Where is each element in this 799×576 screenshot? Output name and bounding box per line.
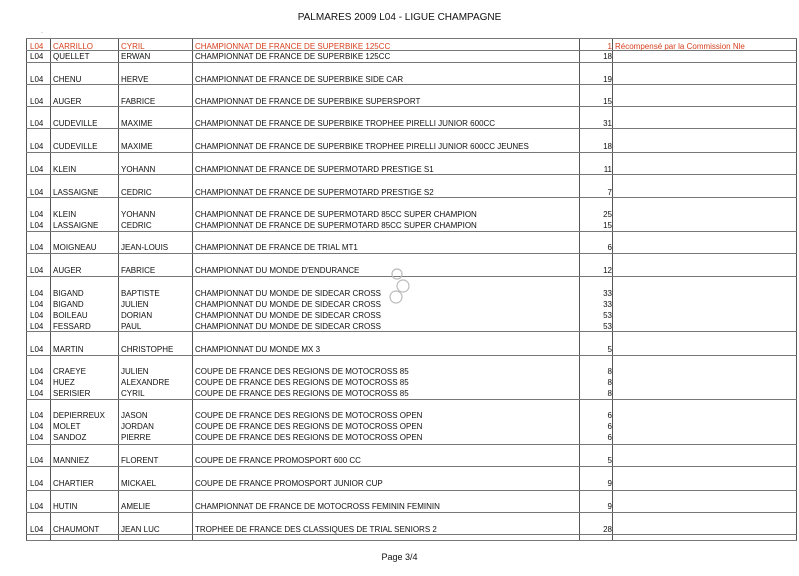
cell-epreuve: CHAMPIONNAT DU MONDE DE SIDECAR CROSS [195, 311, 381, 320]
cell-place: 9 [607, 479, 612, 488]
cell-ligue: L04 [30, 502, 44, 511]
cell-prenom: CEDRIC [121, 221, 152, 230]
cell-prenom: BAPTISTE [121, 289, 160, 298]
row-divider [26, 466, 797, 467]
cell-epreuve: CHAMPIONNAT DU MONDE MX 3 [195, 345, 321, 354]
cell-ligue: L04 [30, 165, 44, 174]
cell-epreuve: COUPE DE FRANCE DES REGIONS DE MOTOCROSS 85 [195, 389, 409, 398]
cell-prenom: ERWAN [121, 52, 151, 61]
cell-ligue: L04 [30, 345, 44, 354]
cell-ligue: L04 [30, 411, 44, 420]
cell-ligue: L04 [30, 422, 44, 431]
cell-place: 18 [603, 52, 612, 61]
cell-place: 5 [607, 345, 612, 354]
cell-place: 1 [607, 42, 612, 51]
cell-epreuve: COUPE DE FRANCE DES REGIONS DE MOTOCROSS OPEN [195, 422, 423, 431]
cell-place: 25 [603, 210, 612, 219]
cell-ligue: L04 [30, 433, 44, 442]
cell-nom: DEPIERREUX [53, 411, 106, 420]
cell-prenom: JULIEN [121, 367, 149, 376]
cell-place: 12 [603, 266, 612, 275]
cell-prenom: JASON [121, 411, 148, 420]
cell-remarque: Récompensé par la Commission Nle [615, 42, 745, 51]
column-divider [796, 38, 797, 540]
cell-nom: AUGER [53, 97, 82, 106]
cell-prenom: CHRISTOPHE [121, 345, 174, 354]
cell-prenom: HERVE [121, 75, 149, 84]
cell-ligue: L04 [30, 289, 44, 298]
cell-epreuve: CHAMPIONNAT DU MONDE DE SIDECAR CROSS [195, 300, 381, 309]
row-divider [26, 152, 797, 153]
cell-epreuve: CHAMPIONNAT DU MONDE DE SIDECAR CROSS [195, 289, 381, 298]
cell-epreuve: COUPE DE FRANCE DES REGIONS DE MOTOCROSS OPEN [195, 433, 423, 442]
cell-epreuve: CHAMPIONNAT DU MONDE D'ENDURANCE [195, 266, 360, 275]
cell-place: 53 [603, 322, 612, 331]
cell-place: 6 [607, 243, 612, 252]
cell-nom: QUELLET [53, 52, 90, 61]
cell-epreuve: CHAMPIONNAT DE FRANCE DE SUPERBIKE TROPHEE PIRELLI JUNIOR 600CC [195, 119, 496, 128]
column-divider [50, 38, 51, 540]
column-divider [26, 38, 27, 540]
cell-nom: CUDEVILLE [53, 119, 98, 128]
cell-prenom: MAXIME [121, 142, 153, 151]
page-title: PALMARES 2009 L04 - LIGUE CHAMPAGNE [297, 12, 502, 23]
cell-epreuve: CHAMPIONNAT DE FRANCE DE SUPERMOTARD 85CC SUPER CHAMPION [195, 210, 477, 219]
cell-place: 31 [603, 119, 612, 128]
cell-prenom: PAUL [121, 322, 142, 331]
cell-epreuve: COUPE DE FRANCE DES REGIONS DE MOTOCROSS 85 [195, 378, 409, 387]
cell-ligue: L04 [30, 52, 44, 61]
cell-place: 6 [607, 411, 612, 420]
cell-prenom: MICKAEL [121, 479, 157, 488]
cell-nom: AUGER [53, 266, 82, 275]
cell-epreuve: CHAMPIONNAT DE FRANCE DE TRIAL MT1 [195, 243, 358, 252]
row-divider [26, 444, 797, 445]
cell-place: 19 [603, 75, 612, 84]
cell-place: 11 [603, 165, 612, 174]
cell-nom: BIGAND [53, 289, 84, 298]
cell-epreuve: CHAMPIONNAT DE FRANCE DE SUPERMOTARD PRESTIGE S2 [195, 188, 434, 197]
cell-place: 6 [607, 433, 612, 442]
cell-ligue: L04 [30, 221, 44, 230]
cell-prenom: FABRICE [121, 97, 156, 106]
cell-prenom: YOHANN [121, 165, 156, 174]
column-divider [192, 38, 193, 540]
cell-nom: HUTIN [53, 502, 78, 511]
cell-nom: CHENU [53, 75, 82, 84]
cell-prenom: JEAN LUC [121, 525, 160, 534]
cell-ligue: L04 [30, 42, 44, 51]
cell-ligue: L04 [30, 119, 44, 128]
cell-nom: CHAUMONT [53, 525, 100, 534]
cell-place: 53 [603, 311, 612, 320]
cell-epreuve: CHAMPIONNAT DE FRANCE DE SUPERBIKE SIDE CAR [195, 75, 404, 84]
cell-prenom: CYRIL [121, 389, 145, 398]
cell-nom: MOIGNEAU [53, 243, 97, 252]
cell-ligue: L04 [30, 266, 44, 275]
cell-nom: LASSAIGNE [53, 221, 99, 230]
cell-nom: BOILEAU [53, 311, 88, 320]
cell-place: 33 [603, 300, 612, 309]
cell-nom: KLEIN [53, 165, 77, 174]
cell-place: 9 [607, 502, 612, 511]
cell-nom: CRAEYE [53, 367, 86, 376]
cell-ligue: L04 [30, 188, 44, 197]
cell-epreuve: CHAMPIONNAT DE FRANCE DE SUPERMOTARD 85CC SUPER CHAMPION [195, 221, 477, 230]
row-divider [26, 512, 797, 513]
row-divider [26, 490, 797, 491]
cell-nom: SANDOZ [53, 433, 87, 442]
scan-mark: · [41, 30, 43, 36]
cell-ligue: L04 [30, 97, 44, 106]
cell-nom: SERISIER [53, 389, 91, 398]
cell-ligue: L04 [30, 142, 44, 151]
cell-prenom: JEAN-LOUIS [121, 243, 169, 252]
cell-prenom: JORDAN [121, 422, 154, 431]
cell-place: 5 [607, 456, 612, 465]
cell-place: 8 [607, 367, 612, 376]
cell-epreuve: CHAMPIONNAT DE FRANCE DE SUPERBIKE 125CC [195, 52, 391, 61]
cell-epreuve: COUPE DE FRANCE DES REGIONS DE MOTOCROSS OPEN [195, 411, 423, 420]
cell-place: 8 [607, 378, 612, 387]
cell-nom: CUDEVILLE [53, 142, 98, 151]
cell-epreuve: CHAMPIONNAT DU MONDE DE SIDECAR CROSS [195, 322, 381, 331]
cell-place: 33 [603, 289, 612, 298]
row-divider [26, 253, 797, 254]
cell-prenom: FLORENT [121, 456, 159, 465]
cell-nom: BIGAND [53, 300, 84, 309]
row-divider [26, 355, 797, 356]
cell-ligue: L04 [30, 311, 44, 320]
cell-ligue: L04 [30, 243, 44, 252]
row-divider [26, 540, 797, 541]
cell-epreuve: CHAMPIONNAT DE FRANCE DE SUPERBIKE SUPERSPORT [195, 97, 421, 106]
cell-nom: KLEIN [53, 210, 77, 219]
cell-prenom: YOHANN [121, 210, 156, 219]
cell-ligue: L04 [30, 75, 44, 84]
cell-prenom: DORIAN [121, 311, 153, 320]
cell-place: 7 [607, 188, 612, 197]
row-divider [26, 231, 797, 232]
cell-prenom: JULIEN [121, 300, 149, 309]
row-divider [26, 38, 797, 39]
cell-ligue: L04 [30, 456, 44, 465]
page-footer: Page 3/4 [381, 552, 418, 562]
cell-place: 6 [607, 422, 612, 431]
cell-prenom: AMELIE [121, 502, 151, 511]
cell-ligue: L04 [30, 525, 44, 534]
cell-place: 8 [607, 389, 612, 398]
cell-epreuve: CHAMPIONNAT DE FRANCE DE SUPERBIKE TROPHEE PIRELLI JUNIOR 600CC JEUNES [195, 142, 529, 151]
cell-epreuve: COUPE DE FRANCE DES REGIONS DE MOTOCROSS 85 [195, 367, 409, 376]
cell-place: 18 [603, 142, 612, 151]
cell-nom: MARTIN [53, 345, 84, 354]
cell-place: 15 [603, 221, 612, 230]
cell-epreuve: CHAMPIONNAT DE FRANCE DE SUPERMOTARD PRESTIGE S1 [195, 165, 434, 174]
cell-ligue: L04 [30, 378, 44, 387]
cell-nom: CARRILLO [53, 42, 94, 51]
cell-nom: HUEZ [53, 378, 75, 387]
cell-epreuve: CHAMPIONNAT DE FRANCE DE SUPERBIKE 125CC [195, 42, 391, 51]
cell-prenom: CEDRIC [121, 188, 152, 197]
cell-prenom: CYRIL [121, 42, 145, 51]
row-divider [26, 399, 797, 400]
cell-prenom: ALEXANDRE [121, 378, 170, 387]
column-divider [612, 38, 613, 540]
cell-ligue: L04 [30, 479, 44, 488]
cell-place: 28 [603, 525, 612, 534]
cell-ligue: L04 [30, 322, 44, 331]
cell-ligue: L04 [30, 300, 44, 309]
cell-prenom: PIERRE [121, 433, 151, 442]
cell-ligue: L04 [30, 389, 44, 398]
cell-nom: LASSAIGNE [53, 188, 99, 197]
cell-ligue: L04 [30, 210, 44, 219]
stamp-mark [386, 266, 412, 306]
cell-nom: MANNIEZ [53, 456, 89, 465]
cell-nom: MOLET [53, 422, 81, 431]
cell-ligue: L04 [30, 367, 44, 376]
cell-nom: FESSARD [53, 322, 91, 331]
cell-prenom: MAXIME [121, 119, 153, 128]
cell-epreuve: COUPE DE FRANCE PROMOSPORT 600 CC [195, 456, 361, 465]
cell-prenom: FABRICE [121, 266, 156, 275]
cell-place: 15 [603, 97, 612, 106]
cell-nom: CHARTIER [53, 479, 94, 488]
cell-epreuve: CHAMPIONNAT DE FRANCE DE MOTOCROSS FEMININ FEMININ [195, 502, 440, 511]
cell-epreuve: COUPE DE FRANCE PROMOSPORT JUNIOR CUP [195, 479, 383, 488]
cell-epreuve: TROPHEE DE FRANCE DES CLASSIQUES DE TRIAL SENIORS 2 [195, 525, 437, 534]
row-divider [26, 62, 797, 63]
column-divider [118, 38, 119, 540]
